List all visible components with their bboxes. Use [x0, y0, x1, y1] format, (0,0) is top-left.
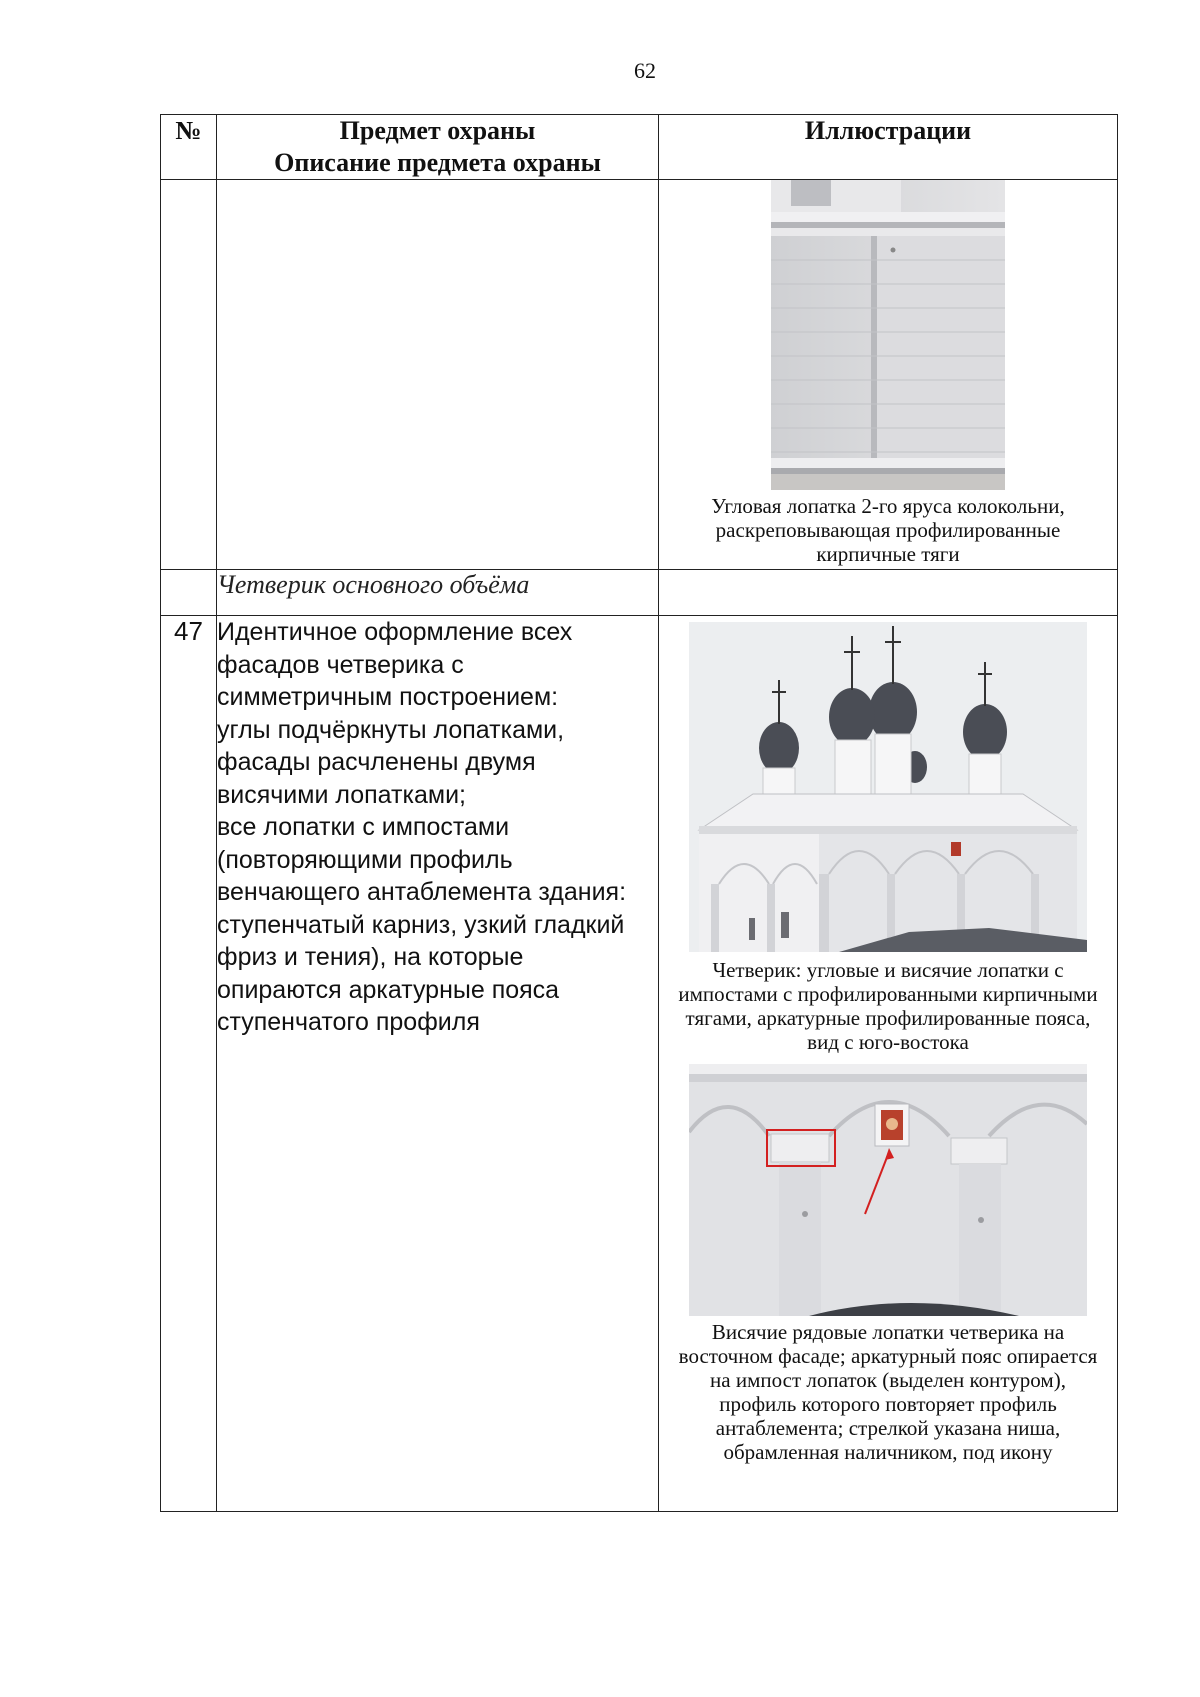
table-row [161, 616, 1118, 1512]
illustration-caption: Четверик: угловые и висячие лопатки с импостами с профилированными кирпичными тягами, аркатурные профилированные пояса, вид с юго-востока [678, 958, 1098, 1054]
protection-subjects-table [160, 114, 1118, 1512]
cell-illustration [659, 616, 1118, 1512]
illustration-caption: Висячие рядовые лопатки четверика на восточном фасаде; аркатурный пояс опирается на импост лопаток (выделен контуром), профиль которого повторяет профиль антаблемента; стрелкой указана ниша, обрамленная наличником, под икону [678, 1320, 1098, 1464]
illustration-caption: Угловая лопатка 2-го яруса колокольни, раскреповывающая профилированные кирпичные тяги [711, 494, 1065, 566]
east-facade-pilasters-photo [689, 1064, 1087, 1316]
section-row [161, 570, 1118, 616]
description-line: Идентичное оформление всех [217, 618, 573, 646]
description-line: венчающего антаблемента здания: [217, 878, 627, 906]
description-line: (повторяющими профиль [217, 845, 513, 874]
page-number: 62 [634, 58, 656, 83]
description-line: фасады расчленены двумя [217, 748, 536, 776]
description-line: углы подчёркнуты лопатками, [217, 715, 565, 744]
description-line: все лопатки с импостами [217, 813, 510, 841]
header-subject-line2: Описание предмета охраны [274, 148, 601, 177]
table-header-row [161, 115, 1118, 180]
header-subject-line1: Предмет охраны [339, 116, 536, 145]
cell-illustration-empty [659, 570, 1118, 616]
description-line: ступенчатого профиля [217, 1008, 480, 1036]
description-line: фриз и тения), на которые [217, 943, 524, 971]
bell-tower-pilaster-photo [771, 180, 1005, 490]
cell-number-empty [161, 180, 217, 570]
description-line: фасадов четверика с [217, 650, 464, 679]
description-line: симметричным построением: [217, 683, 559, 711]
cell-description-empty [217, 180, 659, 570]
row-number: 47 [161, 616, 217, 1512]
table-row [161, 180, 1118, 570]
header-illustrations: Иллюстрации [659, 115, 1118, 180]
section-title: Четверик основного объёма [217, 570, 659, 616]
header-subject [217, 115, 659, 180]
description-line: висячими лопатками; [217, 780, 466, 809]
church-chetverik-photo [689, 622, 1087, 952]
cell-number-empty [161, 570, 217, 616]
row-description [217, 616, 659, 1512]
description-line: ступенчатый карниз, узкий гладкий [217, 910, 625, 939]
cell-illustration [659, 180, 1118, 570]
header-number: № [161, 115, 217, 180]
description-line: опираются аркатурные пояса [217, 975, 560, 1004]
